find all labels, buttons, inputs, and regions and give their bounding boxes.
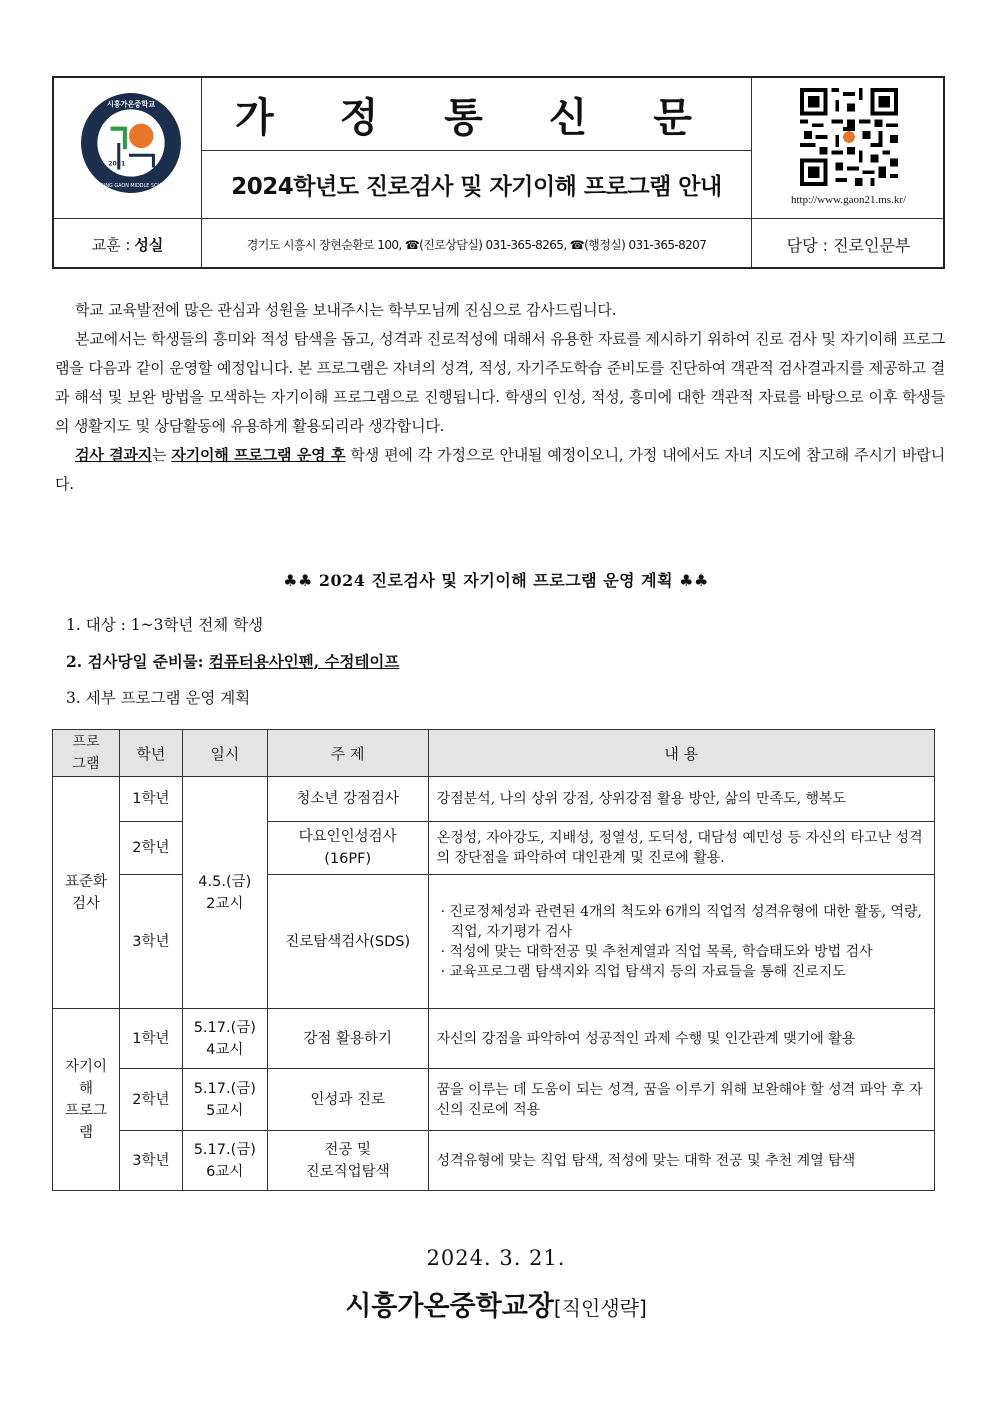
header-content: 내 용 <box>428 730 934 777</box>
time-cell: 5.17.(금) 6교시 <box>182 1131 267 1191</box>
topic-cell: 진로탐색검사(SDS) <box>267 875 428 1009</box>
content-cell <box>428 875 934 1009</box>
time-cell: 5.17.(금) 4교시 <box>182 1009 267 1069</box>
newsletter-title: 가 정 통 신 문 <box>235 94 718 141</box>
topic-cell: 전공 및 진로직업탐색 <box>267 1131 428 1191</box>
topic-cell: 인성과 진로 <box>267 1069 428 1131</box>
header-topic: 주 제 <box>267 730 428 777</box>
table-row <box>53 1069 935 1131</box>
plan-item-target: 1. 대상 : 1~3학년 전체 학생 <box>66 616 264 634</box>
school-address: 경기도 시흥시 장현순환로 100, ☎(진로상담실) 031-365-8265, ☎(행정실) 031-365-8207 <box>246 237 707 252</box>
intro-paragraph <box>55 441 945 499</box>
table-row <box>53 1009 935 1069</box>
materials-value: 컴퓨터용사인펜, 수정테이프 <box>208 652 400 671</box>
table-row <box>53 777 935 822</box>
header-program: 프로 그램 <box>53 730 120 777</box>
svg-text:2021: 2021 <box>108 160 126 168</box>
time-cell: 4.5.(금) 2교시 <box>182 777 267 1009</box>
program-schedule-table <box>52 729 935 1191</box>
grade-cell: 3학년 <box>119 1131 182 1191</box>
after-program-emphasis: 자기이해 프로그램 운영 후 <box>171 446 346 464</box>
intro-paragraph: 학교 교육발전에 많은 관심과 성원을 보내주시는 학부모님께 진심으로 감사드립니다. <box>75 301 617 319</box>
grade-cell: 2학년 <box>119 822 182 875</box>
plan-item-materials <box>66 650 399 672</box>
header-grade: 학년 <box>119 730 182 777</box>
motto-value: 성실 <box>134 235 164 254</box>
content-cell: 자신의 강점을 파악하여 성공적인 과제 수행 및 인간관계 맺기에 활용 <box>428 1009 934 1069</box>
table-row <box>53 1131 935 1191</box>
content-cell: 성격유형에 맞는 직업 탐색, 적성에 맞는 대학 전공 및 추천 계열 탐색 <box>428 1131 934 1191</box>
principal-title: 시흥가온중학교장 <box>345 1291 554 1322</box>
content-bullet: · 교육프로그램 탐색지와 직업 탐색지 등의 자료들을 통해 진로지도 <box>440 963 846 980</box>
content-cell: 강점분석, 나의 상위 강점, 상위강점 활용 방안, 삶의 만족도, 행복도 <box>428 777 934 822</box>
grade-cell: 1학년 <box>119 1009 182 1069</box>
topic-cell: 청소년 강점검사 <box>267 777 428 822</box>
intro-paragraph: 본교에서는 학생들의 흥미와 적성 탐색을 돕고, 성격과 진로적성에 대해서 유용한 자료를 제시하기 위하여 진로 검사 및 자기이해 프로그램을 다음과 같이 운영할 예정입니다. 본 프로그램은 자녀의 성격, 적성, 자기주도학습 준비도를 진단하여 객관적 검사결과지를 제공하고 결과 해석 및 보완 방법을 모색하는 자기이해 프로그램으로 진행됩니다. 학생의 인성, 적성, 흥미에 대한 객관적 자료를 바탕으로 이후 학생들의 생활지도 및 상담활동에 유용하게 활용되리라 생각합니다. <box>55 330 945 435</box>
plan-title: ♣♣ 2024 진로검사 및 자기이해 프로그램 운영 계획 ♣♣ <box>283 571 709 590</box>
school-motto <box>54 219 201 269</box>
department-in-charge: 담당 : 진로인문부 <box>786 235 911 255</box>
signature-line <box>0 1284 992 1323</box>
intro-text <box>55 296 945 499</box>
intro-text-run: 는 <box>152 446 172 464</box>
topic-cell: 다요인인성검사 (16PF) <box>267 822 428 875</box>
time-cell: 5.17.(금) 5교시 <box>182 1069 267 1131</box>
group-standard-test: 표준화 검사 <box>53 777 120 1009</box>
school-logo <box>80 92 182 194</box>
newsletter-subtitle: 2024학년도 진로검사 및 자기이해 프로그램 안내 <box>231 174 722 200</box>
content-bullet: · 적성에 맞는 대학전공 및 추천계열과 직업 목록, 학습태도와 방법 검사 <box>440 943 873 960</box>
qr-code-icon[interactable] <box>800 88 898 186</box>
school-url[interactable]: http://www.gaon21.ms.kr/ <box>790 194 907 206</box>
seal-note: [직인생략] <box>553 1296 647 1320</box>
result-sheet-emphasis: 검사 결과지 <box>75 446 153 464</box>
grade-cell: 2학년 <box>119 1069 182 1131</box>
intro-text-run: 학생 편에 각 가정으로 안내될 예정이오니, 가정 내에서도 자녀 지도에 참고해 주시기 바랍니다. <box>55 446 945 493</box>
grade-cell: 1학년 <box>119 777 182 822</box>
content-bullet: · 진로정체성과 관련된 4개의 척도와 6개의 직업적 성격유형에 대한 활동, 역량, 직업, 자기평가 검사 <box>440 903 922 940</box>
grade-cell: 3학년 <box>119 875 182 1009</box>
table-header-row <box>53 730 935 777</box>
svg-text:시흥가온중학교: 시흥가온중학교 <box>106 99 156 109</box>
issue-date: 2024. 3. 21. <box>426 1246 566 1270</box>
topic-cell: 강점 활용하기 <box>267 1009 428 1069</box>
svg-text:SIHEUNG GAON MIDDLE SCHOOL: SIHEUNG GAON MIDDLE SCHOOL <box>90 182 172 189</box>
plan-item-detail: 3. 세부 프로그램 운영 계획 <box>66 689 251 707</box>
motto-label: 교훈 : <box>91 235 131 254</box>
letterhead <box>52 76 945 269</box>
materials-label: 2. 검사당일 준비물: <box>66 652 209 671</box>
content-cell: 온정성, 자아강도, 지배성, 정열성, 도덕성, 대담성 예민성 등 자신의 타고난 성격의 장단점을 파악하여 대인관계 및 진로에 활용. <box>428 822 934 875</box>
header-time: 일시 <box>182 730 267 777</box>
content-cell: 꿈을 이루는 데 도움이 되는 성격, 꿈을 이루기 위해 보완해야 할 성격 파악 후 자신의 진로에 적용 <box>428 1069 934 1131</box>
group-self-understanding: 자기이 해 프로그 램 <box>53 1009 120 1191</box>
